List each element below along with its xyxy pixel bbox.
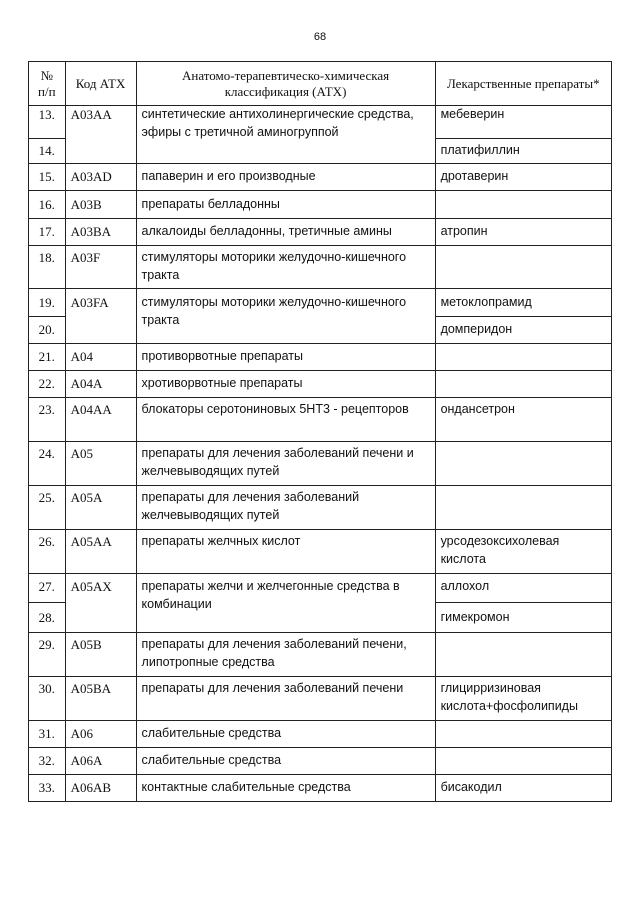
row-class: противорвотные препараты xyxy=(136,344,435,371)
row-code: A03FA xyxy=(65,289,136,344)
row-code: A05AX xyxy=(65,574,136,633)
table-row xyxy=(29,164,612,191)
row-num: 32. xyxy=(29,748,66,775)
row-class: блокаторы серотониновых 5HT3 - рецепторов xyxy=(136,398,435,442)
table-row xyxy=(29,344,612,371)
atc-table xyxy=(28,61,612,802)
row-drug: бисакодил xyxy=(435,775,611,802)
row-class: слабительные средства xyxy=(136,748,435,775)
row-drug: ондансетрон xyxy=(435,398,611,442)
row-class: препараты для лечения заболеваний печени и желчевыводящих путей xyxy=(136,442,435,486)
table-row xyxy=(29,748,612,775)
row-drug: атропин xyxy=(435,219,611,246)
row-drug: платифиллин xyxy=(435,139,611,164)
row-drug: метоклопрамид xyxy=(435,289,611,317)
table-row xyxy=(29,775,612,802)
row-drug xyxy=(435,721,611,748)
header-class: Анатомо-терапевтическо-химическая классификация (АТХ) xyxy=(136,62,435,106)
row-code: A04A xyxy=(65,371,136,398)
table-row xyxy=(29,371,612,398)
row-num: 21. xyxy=(29,344,66,371)
row-class: контактные слабительные средства xyxy=(136,775,435,802)
row-drug xyxy=(435,486,611,530)
row-drug: урсодезоксихолевая кислота xyxy=(435,530,611,574)
row-num: 17. xyxy=(29,219,66,246)
row-code: A05AA xyxy=(65,530,136,574)
row-code: A06A xyxy=(65,748,136,775)
row-code: A05BA xyxy=(65,677,136,721)
row-num: 25. xyxy=(29,486,66,530)
row-num: 33. xyxy=(29,775,66,802)
row-num: 14. xyxy=(29,139,66,164)
table-row xyxy=(29,442,612,486)
table-row xyxy=(29,191,612,219)
table-row xyxy=(29,246,612,289)
page-number: 68 xyxy=(313,31,327,43)
row-drug xyxy=(435,371,611,398)
row-drug xyxy=(435,633,611,677)
header-code: Код АТХ xyxy=(65,62,136,106)
row-drug: домперидон xyxy=(435,317,611,344)
row-code: A06AB xyxy=(65,775,136,802)
row-class: папаверин и его производные xyxy=(136,164,435,191)
row-class: препараты белладонны xyxy=(136,191,435,219)
row-class: препараты желчи и желчегонные средства в комбинации xyxy=(136,574,435,633)
row-num: 30. xyxy=(29,677,66,721)
row-num: 16. xyxy=(29,191,66,219)
row-code: A03BA xyxy=(65,219,136,246)
row-class: алкалоиды белладонны, третичные амины xyxy=(136,219,435,246)
row-drug xyxy=(435,748,611,775)
row-class: препараты для лечения заболеваний печени, липотропные средства xyxy=(136,633,435,677)
row-num: 13. xyxy=(29,106,66,139)
row-num: 28. xyxy=(29,603,66,633)
table-header-row xyxy=(29,62,612,106)
row-drug xyxy=(435,191,611,219)
row-code: A03F xyxy=(65,246,136,289)
row-class: стимуляторы моторики желудочно-кишечного тракта xyxy=(136,289,435,344)
row-drug: глицирризиновая кислота+фосфолипиды xyxy=(435,677,611,721)
table-row xyxy=(29,721,612,748)
row-drug xyxy=(435,246,611,289)
row-code: A04 xyxy=(65,344,136,371)
header-num: № п/п xyxy=(29,62,66,106)
row-drug: гимекромон xyxy=(435,603,611,633)
row-drug: аллохол xyxy=(435,574,611,603)
row-class: препараты для лечения заболеваний желчевыводящих путей xyxy=(136,486,435,530)
table-row xyxy=(29,398,612,442)
table-row xyxy=(29,677,612,721)
row-code: A04AA xyxy=(65,398,136,442)
row-class: препараты желчных кислот xyxy=(136,530,435,574)
row-num: 29. xyxy=(29,633,66,677)
row-drug xyxy=(435,344,611,371)
header-drugs: Лекарственные препараты* xyxy=(435,62,611,106)
row-num: 20. xyxy=(29,317,66,344)
table-row xyxy=(29,633,612,677)
row-num: 18. xyxy=(29,246,66,289)
table-row xyxy=(29,530,612,574)
table-row xyxy=(29,106,612,139)
row-class: стимуляторы моторики желудочно-кишечного тракта xyxy=(136,246,435,289)
row-code: A03AA xyxy=(65,106,136,164)
table-row xyxy=(29,289,612,317)
row-code: A03B xyxy=(65,191,136,219)
row-num: 27. xyxy=(29,574,66,603)
table-row xyxy=(29,574,612,603)
row-code: A06 xyxy=(65,721,136,748)
row-num: 31. xyxy=(29,721,66,748)
row-num: 19. xyxy=(29,289,66,317)
row-code: A03AD xyxy=(65,164,136,191)
row-num: 15. xyxy=(29,164,66,191)
row-class: препараты для лечения заболеваний печени xyxy=(136,677,435,721)
row-class: синтетические антихолинергические средства, эфиры с третичной аминогруппой xyxy=(136,106,435,164)
row-drug xyxy=(435,442,611,486)
table-row xyxy=(29,486,612,530)
row-num: 23. xyxy=(29,398,66,442)
row-drug: мебеверин xyxy=(435,106,611,139)
row-num: 22. xyxy=(29,371,66,398)
row-num: 26. xyxy=(29,530,66,574)
row-code: A05B xyxy=(65,633,136,677)
row-class: хротиворвотные препараты xyxy=(136,371,435,398)
row-code: A05A xyxy=(65,486,136,530)
row-code: A05 xyxy=(65,442,136,486)
row-drug: дротаверин xyxy=(435,164,611,191)
row-num: 24. xyxy=(29,442,66,486)
table-row xyxy=(29,219,612,246)
row-class: слабительные средства xyxy=(136,721,435,748)
